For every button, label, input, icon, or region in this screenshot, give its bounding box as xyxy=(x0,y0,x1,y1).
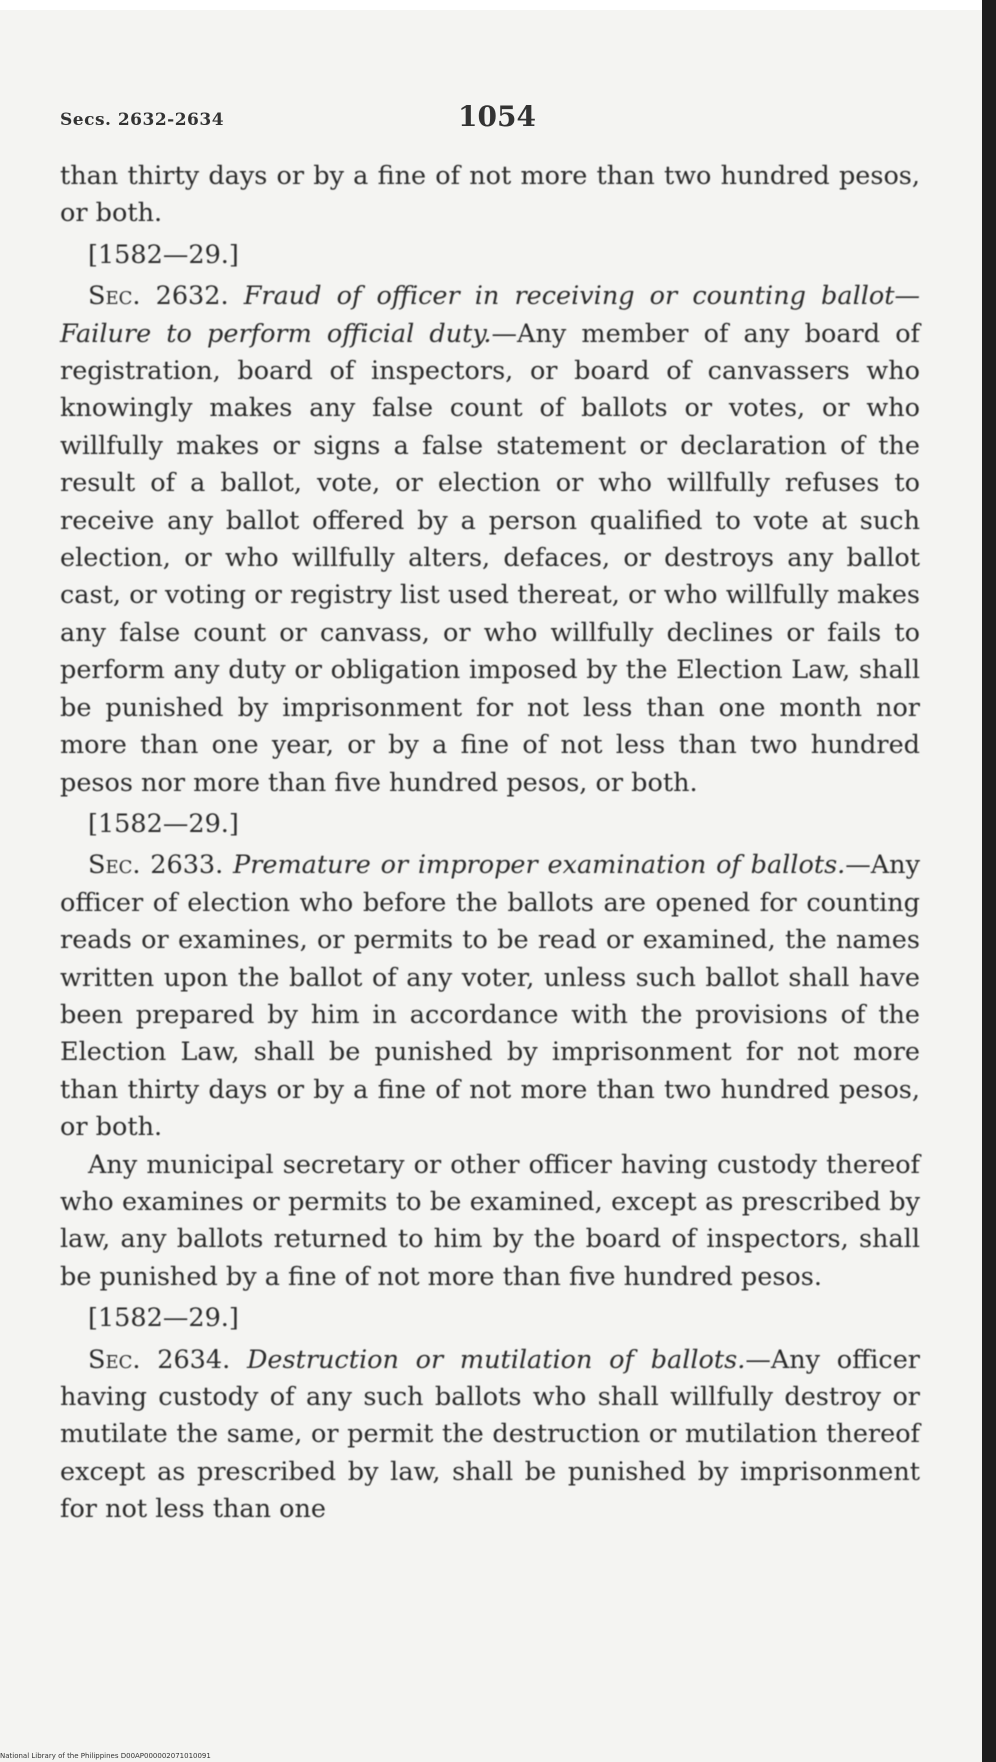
page-number: 1054 xyxy=(458,100,536,133)
section-2634 xyxy=(60,1342,920,1529)
section-label: Sec. 2633. xyxy=(88,850,224,881)
scan-right-border xyxy=(982,0,996,1762)
scan-top-margin xyxy=(0,0,996,10)
section-2633 xyxy=(60,847,920,1146)
section-title: Premature or improper examination of ballots. xyxy=(233,850,846,881)
section-text: —Any member of any board of registration, board of inspectors, or board of canvassers who knowingly makes any false count of ballots or votes, or who willfully makes or signs a false statement or declaration of the result of a ballot, vote, or election or who willfully refuses to receive any ballot offered by a person qualified to vote at such election, or who willfully alters, defaces, or destroys any ballot cast, or voting or registry list used thereat, or who willfully makes any false count or canvass, or who willfully declines or fails to perform any duty or obligation imposed by the Election Law, shall be punished by imprisonment for not less than one month nor more than one year, or by a fine of not less than two hundred pesos nor more than five hundred pesos, or both. xyxy=(60,318,920,798)
running-head: Secs. 2632-2634 xyxy=(60,110,225,130)
continued-paragraph: than thirty days or by a fine of not more than two hundred pesos, or both. xyxy=(60,161,920,229)
page-header xyxy=(60,100,920,140)
section-text: —Any officer having custody of any such ballots who shall willfully destroy or mutilate the same, or permit the destruction or mutilation thereof except as prescribed by law, shall be punished by imprisonment for not less than one xyxy=(60,1344,920,1525)
section-text: —Any officer of election who before the ballots are opened for counting reads or examines, or permits to be read or examined, the names written upon the ballot of any voter, unless such ballot shall have been prepared by him in accordance with the provisions of the Election Law, shall be punished by imprisonment for not more than thirty days or by a fine of not more than two hundred pesos, or both. xyxy=(60,850,921,1143)
section-title: Fraud of officer in receiving or counting ballot—Failure to perform official duty. xyxy=(60,281,920,349)
scan-footer: National Library of the Philippines D00AP000002071010091 xyxy=(0,1752,211,1760)
page-body xyxy=(60,158,920,1529)
section-2633-paragraph-2: Any municipal secretary or other officer having custody thereof who examines or permits to be examined, except as prescribed by law, any ballots returned to him by the board of inspectors, shall be punished by a fine of not more than five hundred pesos. xyxy=(60,1149,920,1292)
citation: [1582—29.] xyxy=(88,1303,239,1334)
section-2632 xyxy=(60,278,920,802)
section-label: Sec. 2634. xyxy=(88,1344,231,1375)
section-title: Destruction or mutilation of ballots. xyxy=(246,1344,746,1375)
citation: [1582—29.] xyxy=(88,808,239,839)
section-label: Sec. 2632. xyxy=(88,281,229,312)
citation: [1582—29.] xyxy=(88,239,239,270)
